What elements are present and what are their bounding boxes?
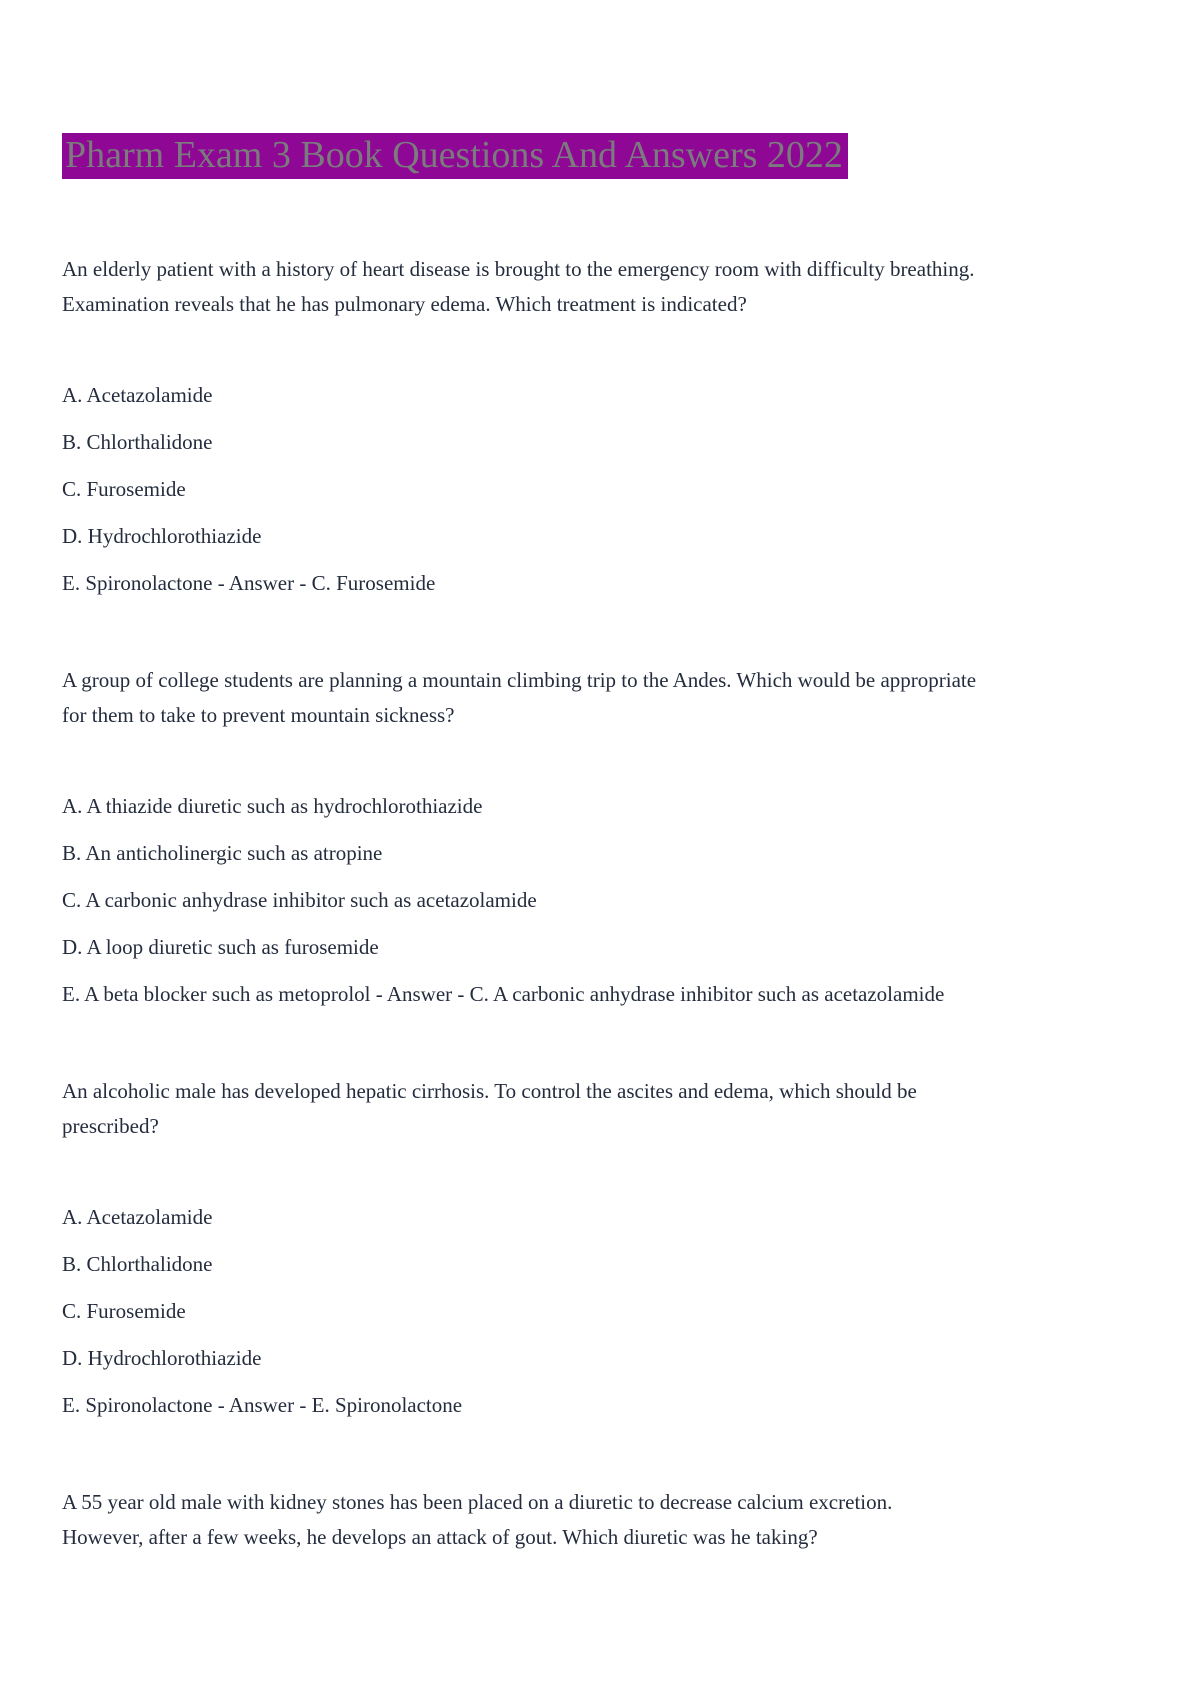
question-block	[62, 663, 1138, 1012]
answer-choice: C. Furosemide	[62, 1299, 186, 1323]
answer-choice: D. Hydrochlorothiazide	[62, 524, 262, 548]
question-text	[62, 1074, 1138, 1144]
question-line: A 55 year old male with kidney stones has been placed on a diuretic to decrease calcium excretion.	[62, 1490, 893, 1514]
page-title: Pharm Exam 3 Book Questions And Answers 2022	[62, 133, 848, 179]
answer-choice: A. Acetazolamide	[62, 1205, 213, 1229]
answer-choice: B. Chlorthalidone	[62, 430, 213, 454]
question-line: for them to take to prevent mountain sickness?	[62, 703, 455, 727]
answer-choice: E. Spironolactone - Answer - E. Spironolactone	[62, 1393, 463, 1417]
question-line: However, after a few weeks, he develops an attack of gout. Which diuretic was he taking?	[62, 1525, 818, 1549]
answer-choice: A. Acetazolamide	[62, 383, 213, 407]
question-line: An alcoholic male has developed hepatic cirrhosis. To control the ascites and edema, which should be	[62, 1079, 917, 1103]
questions-list	[62, 252, 1138, 1555]
question-text	[62, 252, 1138, 322]
question-line: prescribed?	[62, 1114, 159, 1138]
answer-choice: B. Chlorthalidone	[62, 1252, 213, 1276]
answer-choice: B. An anticholinergic such as atropine	[62, 841, 383, 865]
answer-choice: C. A carbonic anhydrase inhibitor such as acetazolamide	[62, 888, 537, 912]
answer-choice: D. A loop diuretic such as furosemide	[62, 935, 379, 959]
answer-choice: C. Furosemide	[62, 477, 186, 501]
question-block	[62, 1485, 1138, 1555]
question-line: An elderly patient with a history of heart disease is brought to the emergency room with difficulty breathing.	[62, 257, 975, 281]
answer-choice: E. Spironolactone - Answer - C. Furosemide	[62, 571, 436, 595]
question-text	[62, 663, 1138, 733]
question-line: A group of college students are planning a mountain climbing trip to the Andes. Which would be appropriate	[62, 668, 977, 692]
answer-choice: A. A thiazide diuretic such as hydrochlorothiazide	[62, 794, 483, 818]
question-line: Examination reveals that he has pulmonary edema. Which treatment is indicated?	[62, 292, 747, 316]
answer-choice: E. A beta blocker such as metoprolol - Answer - C. A carbonic anhydrase inhibitor such as acetazolamide	[62, 982, 945, 1006]
question-block	[62, 252, 1138, 601]
question-block	[62, 1074, 1138, 1423]
answer-choice: D. Hydrochlorothiazide	[62, 1346, 262, 1370]
page-content	[62, 133, 1138, 1611]
question-text	[62, 1485, 1138, 1555]
title-highlight	[62, 133, 1138, 252]
